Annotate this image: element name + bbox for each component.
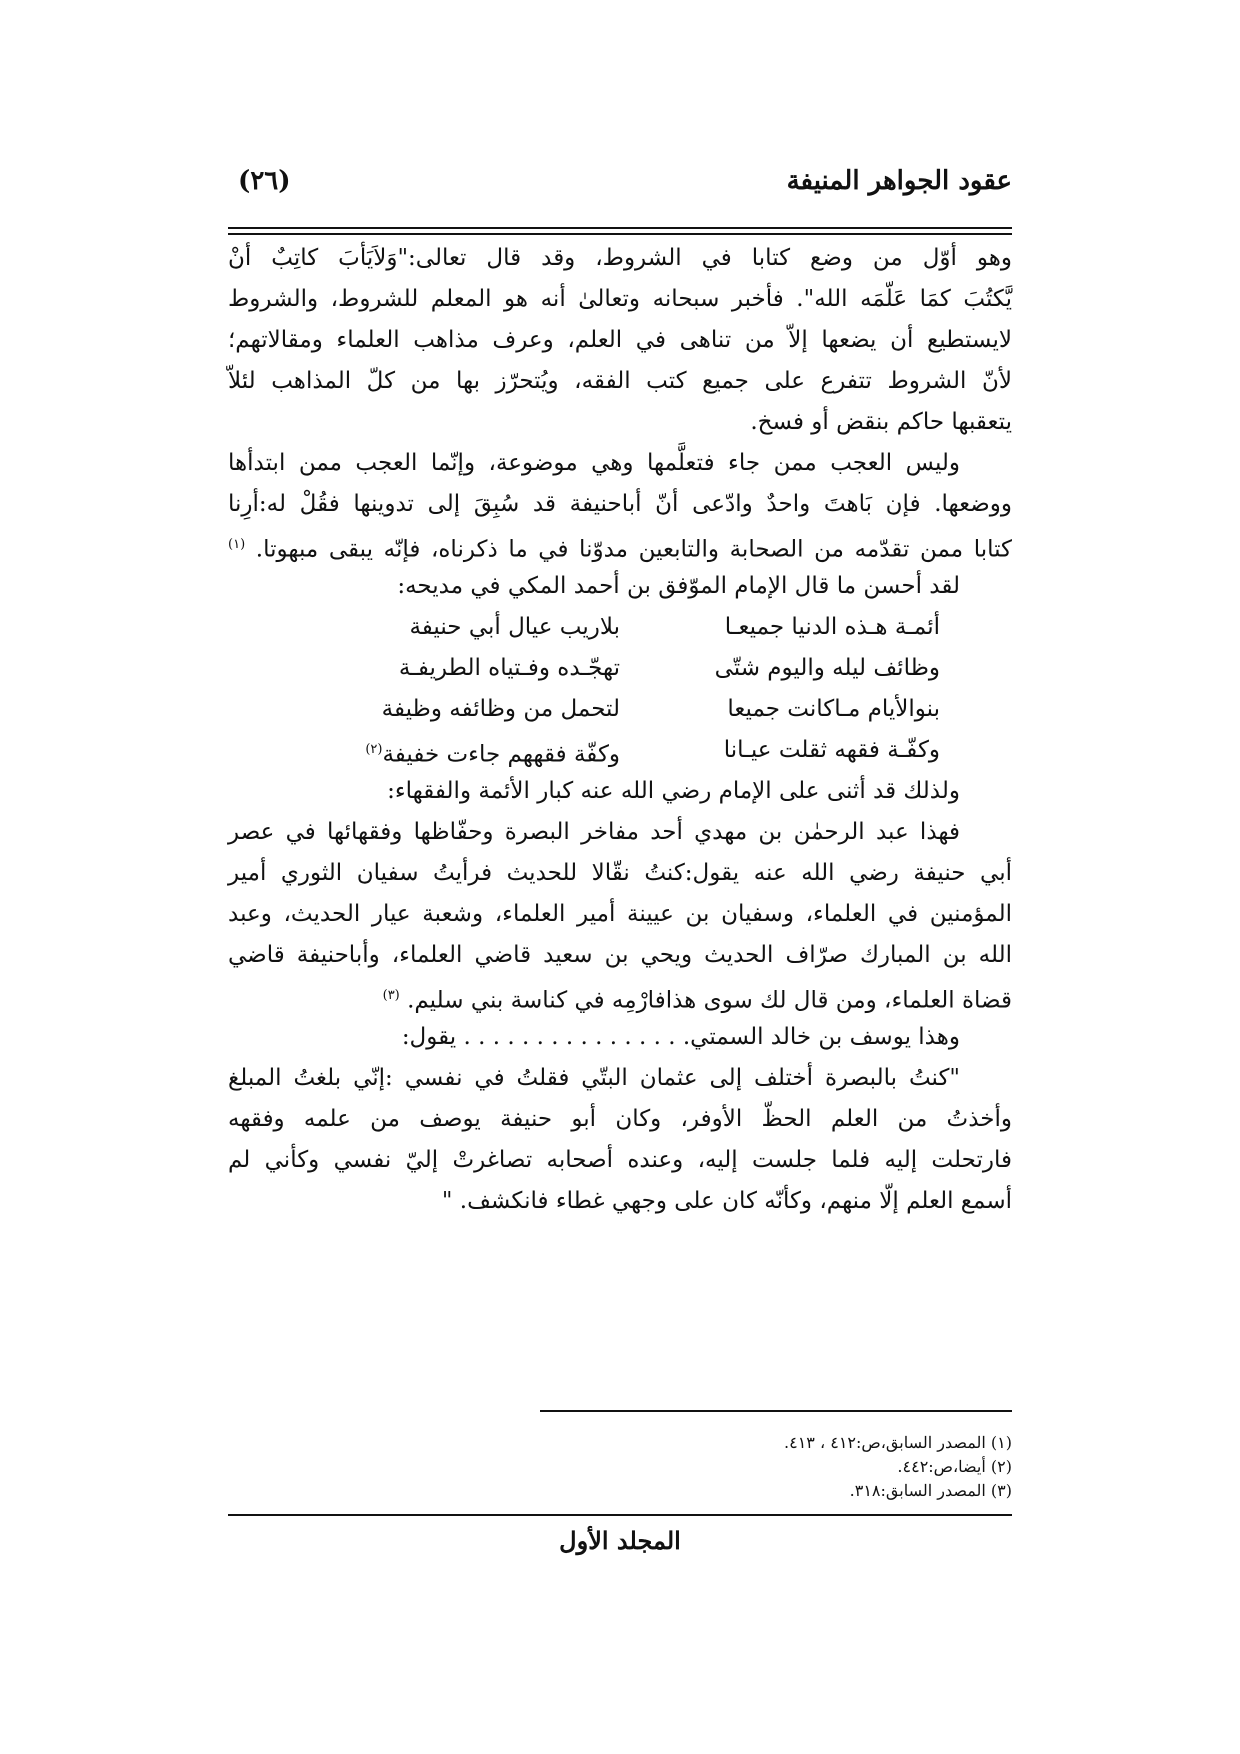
text-line: فارتحلت إليه فلما جلست إليه، وعنده أصحابه تصاغرتْ إليّ نفسي وكأني لم bbox=[228, 1147, 1012, 1173]
text-line: وليس العجب ممن جاء فتعلَّمها وهي موضوعة، وإنّما العجب ممن ابتدأها bbox=[228, 450, 960, 476]
footnote-ref: (١) bbox=[228, 537, 246, 552]
footnote: (٢) أيضا،ص:٤٤٢. bbox=[897, 1457, 1012, 1476]
footnote: (١) المصدر السابق،ص:٤١٢ ، ٤١٣. bbox=[784, 1433, 1012, 1452]
text-line: يتعقبها حاكم بنقض أو فسخ. bbox=[750, 409, 1012, 435]
header-rule bbox=[228, 227, 1012, 229]
text-line: لقد أحسن ما قال الإمام الموّفق بن أحمد المكي في مديحه: bbox=[397, 573, 960, 599]
volume-label: المجلد الأول bbox=[559, 1526, 681, 1555]
verse-right: بنوالأيام مـاكانت جميعا bbox=[727, 696, 940, 722]
text-line bbox=[228, 976, 1012, 1016]
header-rule-2 bbox=[228, 233, 1012, 235]
text-line: وهو أوّل من وضع كتابا في الشروط، وقد قال تعالى:"وَلاَيَأبَ كاتِبٌ أنْ bbox=[228, 245, 1012, 271]
verse-right: أئمـة هـذه الدنيا جميعـا bbox=[724, 614, 940, 640]
page-number: (٢٦) bbox=[238, 166, 291, 196]
verse-left: لتحمل من وظائفه وظيفة bbox=[381, 696, 620, 722]
text-line: لايستطيع أن يضعها إلاّ من تناهى في العلم، وعرف مذاهب العلماء ومقالاتهم؛ bbox=[228, 327, 1012, 353]
text-line: أبي حنيفة رضي الله عنه يقول:كنتُ نقّالا للحديث فرأيتُ سفيان الثوري أمير bbox=[228, 860, 1012, 886]
text-line: ووضعها. فإن بَاهتَ واحدٌ وادّعى أنّ أباحنيفة قد سُبِقَ إلى تدوينها فقُلْ له:أرِنا bbox=[228, 491, 1012, 517]
text-line: ولذلك قد أثنى على الإمام رضي الله عنه كبار الأئمة والفقهاء: bbox=[387, 778, 960, 804]
footnote: (٣) المصدر السابق:٣١٨. bbox=[849, 1481, 1012, 1500]
text-span: قضاة العلماء، ومن قال لك سوى هذافارْمِه في كناسة بني سليم. bbox=[407, 987, 1012, 1014]
text-span: كتابا ممن تقدّمه من الصحابة والتابعين مدوّنا في ما ذكرناه، فإنّه يبقى مبهوتا. bbox=[255, 536, 1013, 563]
verse-left bbox=[365, 730, 620, 775]
verse-left: تهجّـده وفـتياه الطريفـة bbox=[398, 655, 620, 681]
footnote-ref: (٣) bbox=[382, 988, 400, 1003]
text-line: الله بن المبارك صرّاف الحديث ويحي بن سعيد قاضي العلماء، وأباحنيفة قاضي bbox=[228, 942, 1012, 968]
text-line: وأخذتُ من العلم الحظّ الأوفر، وكان أبو حنيفة يوصف من علمه وفقهه bbox=[228, 1106, 1012, 1132]
footer-rule bbox=[228, 1514, 1012, 1516]
text-line: المؤمنين في العلماء، وسفيان بن عيينة أمير العلماء، وشعبة عيار الحديث، وعبد bbox=[228, 901, 1012, 927]
text-line: وهذا يوسف بن خالد السمتي. . . . . . . . . . . . . . . . يقول: bbox=[401, 1024, 960, 1050]
text-line: يَّكتُبَ كمَا عَلّمَه الله". فأخبر سبحانه وتعالىٰ أنه هو المعلم للشروط، والشروط bbox=[228, 286, 1012, 312]
text-line: أسمع العلم إلّا منهم، وكأنّه كان على وجهي غطاء فانكشف. " bbox=[441, 1188, 1012, 1214]
verse-right: وظائف ليله واليوم شتّى bbox=[714, 655, 940, 681]
verse-left: بلاريب عيال أبي حنيفة bbox=[409, 614, 620, 640]
text-line bbox=[228, 525, 1012, 565]
footnote-separator bbox=[540, 1410, 1012, 1412]
book-title: عقود الجواهر المنيفة bbox=[786, 166, 1012, 196]
footnote-ref: (٢) bbox=[365, 742, 383, 757]
text-line: "كنتُ بالبصرة أختلف إلى عثمان البتّي فقلتُ في نفسي :إنّي بلغتُ المبلغ bbox=[228, 1065, 960, 1091]
text-span: وكفّة فقههم جاءت خفيفة bbox=[382, 741, 620, 768]
verse-right: وكفّـة فقهه ثقلت عيـانا bbox=[723, 737, 940, 763]
text-line: فهذا عبد الرحمٰن بن مهدي أحد مفاخر البصرة وحفّاظها وفقهائها في عصر bbox=[228, 819, 960, 845]
text-line: لأنّ الشروط تتفرع على جميع كتب الفقه، ويُتحرّز بها من كلّ المذاهب لئلاّ bbox=[228, 368, 1012, 394]
